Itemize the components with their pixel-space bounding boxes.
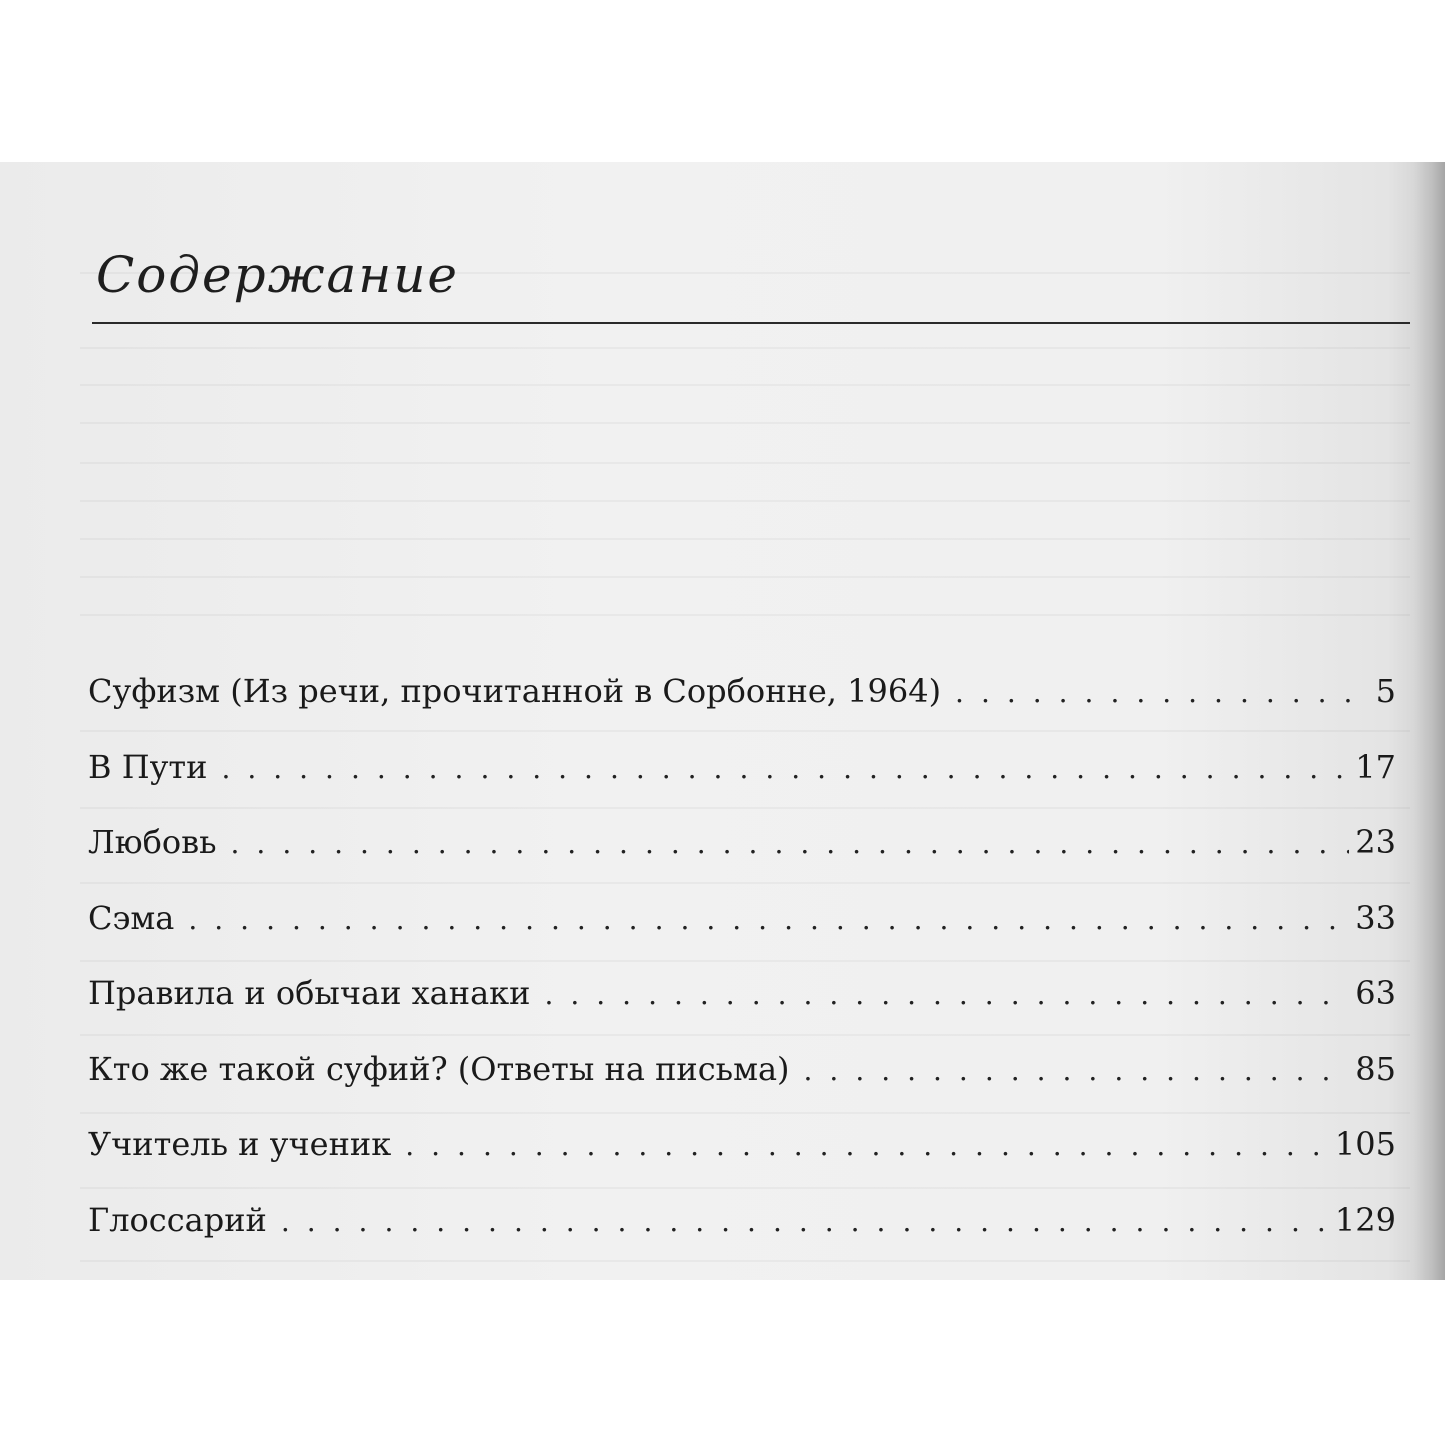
toc-entry[interactable] [88,899,1396,975]
toc-entry[interactable] [88,748,1396,824]
toc-entry-title: Сэма [88,898,175,937]
show-through-line [80,500,1410,502]
toc-entry[interactable] [88,1050,1396,1126]
toc-entry-title: Глоссарий [88,1200,267,1239]
toc-entry-title: В Пути [88,747,208,786]
title-underline [92,322,1410,324]
toc-entry-page: 85 [1355,1049,1396,1088]
book-page [0,162,1445,1280]
page-edge-shadow [1413,162,1445,1280]
toc-entry-title: Суфизм (Из речи, прочитанной в Сорбонне, 1964) [88,672,942,710]
toc-entry-page: 105 [1334,1125,1396,1163]
toc-entry-page: 5 [1375,672,1396,710]
dot-leader [804,1054,1350,1087]
toc-entry-page: 63 [1355,974,1396,1012]
toc-list [88,672,1396,1276]
toc-entry-title: Учитель и ученик [88,1125,392,1163]
show-through-line [80,538,1410,540]
toc-entry[interactable] [88,1125,1396,1201]
toc-entry-title: Любовь [88,823,217,861]
dot-leader [231,827,1350,860]
toc-entry-page: 23 [1355,823,1396,861]
dot-leader [188,903,1349,936]
toc-entry[interactable] [88,1201,1396,1277]
show-through-line [80,422,1410,424]
toc-entry[interactable] [88,672,1396,748]
page-title: Содержание [96,246,460,304]
toc-entry-title: Кто же такой суфий? (Ответы на письма) [88,1049,790,1088]
toc-entry[interactable] [88,974,1396,1050]
toc-entry-page: 33 [1355,898,1396,937]
toc-entry-page: 17 [1355,747,1396,786]
show-through-line [80,576,1410,578]
dot-leader [281,1205,1329,1238]
toc-entry-page: 129 [1334,1200,1396,1239]
toc-entry-title: Правила и обычаи ханаки [88,974,531,1012]
show-through-line [80,384,1410,386]
show-through-line [80,347,1410,349]
dot-leader [955,676,1370,709]
dot-leader [221,752,1349,785]
toc-entry[interactable] [88,823,1396,899]
dot-leader [405,1129,1329,1162]
show-through-line [80,614,1410,616]
dot-leader [544,978,1349,1011]
show-through-line [80,462,1410,464]
